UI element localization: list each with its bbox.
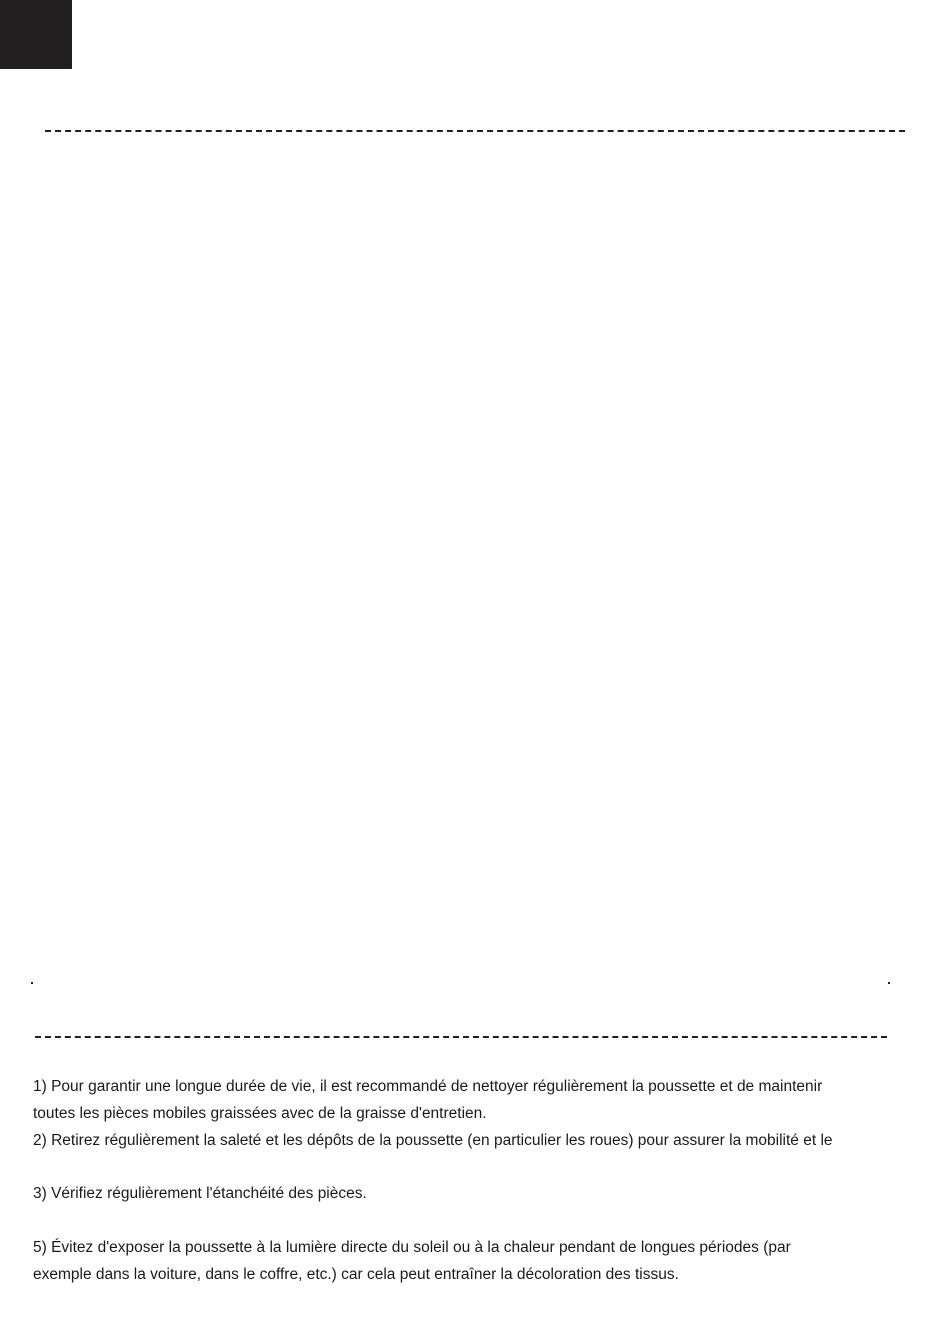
instruction-1-line-1: 1) Pour garantir une longue durée de vie, il est recommandé de nettoyer régulièrement la poussette et de maintenir xyxy=(33,1078,823,1095)
instruction-5-line-1: 5) Évitez d'exposer la poussette à la lumière directe du soleil ou à la chaleur pendant de longues périodes (par xyxy=(33,1239,791,1256)
bottom-dashed-divider xyxy=(35,1036,887,1038)
page-corner-tab xyxy=(0,0,72,69)
instruction-5-line-2: exemple dans la voiture, dans le coffre, etc.) car cela peut entraîner la décoloration des tissus. xyxy=(33,1266,679,1283)
right-dot-mark xyxy=(888,982,890,984)
instruction-1-line-2: toutes les pièces mobiles graissées avec de la graisse d'entretien. xyxy=(33,1105,487,1122)
instruction-2-line-1: 2) Retirez régulièrement la saleté et les dépôts de la poussette (en particulier les roues) pour assurer la mobilité et le xyxy=(33,1132,833,1149)
top-dashed-divider xyxy=(45,130,905,132)
left-dot-mark xyxy=(31,982,33,984)
instruction-3-line-1: 3) Vérifiez régulièrement l'étanchéité des pièces. xyxy=(33,1185,367,1202)
